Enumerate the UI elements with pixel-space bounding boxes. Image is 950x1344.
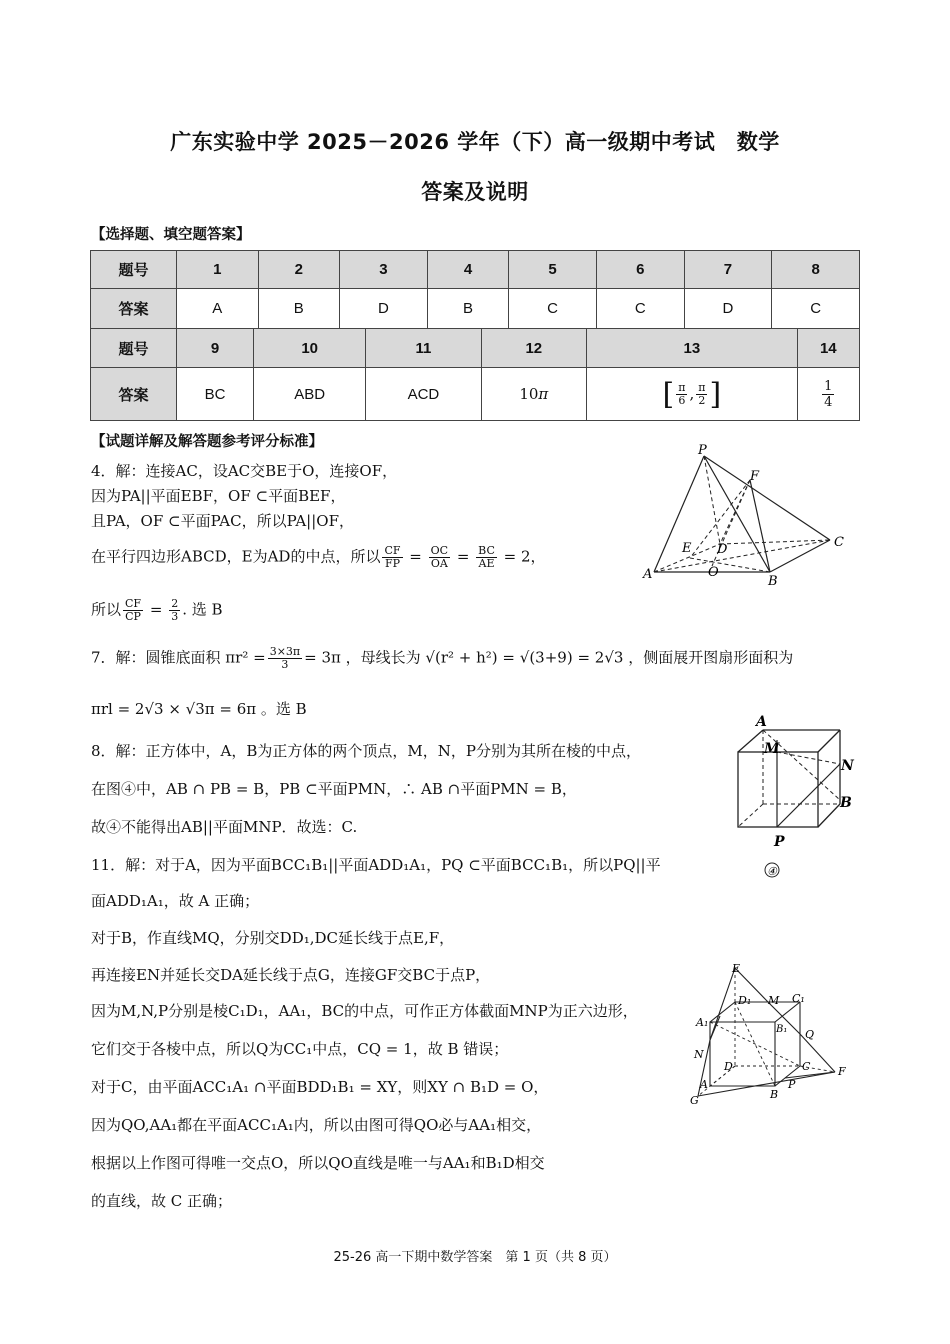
question-number: 2 bbox=[258, 251, 340, 289]
question-number: 11 bbox=[366, 329, 481, 368]
question-number: 5 bbox=[509, 251, 597, 289]
q8-line-3: 故④不能得出AB||平面MNP．故选：C. bbox=[91, 818, 358, 836]
label-D: D bbox=[724, 1060, 733, 1073]
label-E: E bbox=[682, 541, 692, 556]
question-number: 13 bbox=[587, 329, 797, 368]
q11-line-10: 的直线，故 C 正确； bbox=[91, 1192, 233, 1210]
q4-line-5: 所以 $\frac{CF}{CP}$ = $\frac{2}{3}$ . 选 B bbox=[91, 597, 223, 623]
q11-line-3: 对于B，作直线MQ，分别交DD₁,DC延长线于点E,F， bbox=[91, 929, 455, 947]
label-N: N bbox=[841, 758, 854, 774]
row-label: 题号 bbox=[91, 251, 177, 289]
row-label: 答案 bbox=[91, 368, 177, 421]
frac-num: π bbox=[698, 380, 706, 394]
question-number: 7 bbox=[684, 251, 772, 289]
answer-cell: C bbox=[772, 289, 860, 329]
label-D1: D₁ bbox=[738, 994, 752, 1007]
table-row bbox=[91, 329, 860, 368]
figure-pyramid bbox=[640, 440, 855, 590]
answer-cell: C bbox=[509, 289, 597, 329]
table-row bbox=[91, 368, 860, 421]
table-row bbox=[91, 251, 860, 289]
page-footer: 25-26 高一下期中数学答案 第 1 页（共 8 页） bbox=[333, 1250, 617, 1265]
frac-num: π bbox=[678, 380, 686, 394]
answer-cell: A bbox=[177, 289, 259, 329]
label-Q: Q bbox=[805, 1028, 815, 1041]
frac-num: 1 bbox=[824, 378, 833, 394]
row-label: 题号 bbox=[91, 329, 177, 368]
label-M: M bbox=[768, 994, 780, 1007]
q11-line-6: 它们交于各棱中点，所以Q为CC₁中点，CQ = 1，故 B 错误； bbox=[91, 1040, 509, 1058]
answer-cell bbox=[797, 368, 859, 421]
label-G: G bbox=[690, 1094, 699, 1107]
answer-cell: B bbox=[427, 289, 509, 329]
q11-line-9: 根据以上作图可得唯一交点O，所以QO直线是唯一与AA₁和B₁D相交 bbox=[91, 1154, 545, 1172]
label-C: C bbox=[834, 535, 844, 550]
q8-line-2: 在图④中，AB ∩ PB = B，PB ⊂平面PMN，∴ AB ∩平面PMN = B， bbox=[91, 780, 577, 798]
label-B1: B₁ bbox=[776, 1024, 788, 1035]
answer-cell: D bbox=[340, 289, 428, 329]
answer-cell: D bbox=[684, 289, 772, 329]
q4-line-1: 4．解：连接AC，设AC交BE于O，连接OF， bbox=[91, 462, 398, 480]
q7-line-1: 7．解：圆锥底面积 πr² = $\frac{3\times 3\pi}{3}$ = 3π ，母线长为 √(r² + h²) = √(3+9) = 2√3 ，侧面展开图扇形面积为 bbox=[91, 645, 794, 671]
answer-12-coef: 10 bbox=[519, 385, 539, 403]
label-A: A bbox=[700, 1078, 708, 1091]
q11-line-5: 因为M,N,P分别是棱C₁D₁，AA₁，BC的中点，可作正方体截面MNP为正六边形， bbox=[91, 1002, 638, 1020]
q4-line-2: 因为PA||平面EBF，OF ⊂平面BEF， bbox=[91, 487, 346, 505]
question-number: 12 bbox=[481, 329, 587, 368]
q11-line-4: 再连接EN并延长交DA延长线于点G，连接GF交BC于点P， bbox=[91, 966, 491, 984]
row-label: 答案 bbox=[91, 289, 177, 329]
answer-cell: ACD bbox=[366, 368, 481, 421]
answer-table-1 bbox=[90, 250, 860, 329]
label-A: A bbox=[643, 567, 653, 582]
question-number: 8 bbox=[772, 251, 860, 289]
answer-cell: [ $\frac{\pi}{6}$ , $\frac{\pi}{2}$ ] bbox=[587, 368, 797, 421]
label-B: B bbox=[768, 574, 778, 589]
frac-den: 4 bbox=[824, 394, 833, 410]
answer-cell: B bbox=[258, 289, 340, 329]
figure-label: ④ bbox=[767, 865, 777, 878]
q11-line-8: 因为QO,AA₁都在平面ACC₁A₁内，所以由图可得QO必与AA₁相交， bbox=[91, 1116, 542, 1134]
section-heading-answers: 【选择题、填空题答案】 bbox=[91, 227, 251, 243]
label-F: F bbox=[838, 1065, 846, 1078]
question-number: 4 bbox=[427, 251, 509, 289]
answer-cell: BC bbox=[177, 368, 254, 421]
answer-table-2 bbox=[90, 328, 860, 421]
q11-line-1: 11．解：对于A，因为平面BCC₁B₁||平面ADD₁A₁，PQ ⊂平面BCC₁B₁，所以PQ||平 bbox=[91, 856, 661, 874]
label-P: P bbox=[788, 1078, 796, 1091]
frac-den: 2 bbox=[698, 393, 706, 407]
question-number: 14 bbox=[797, 329, 859, 368]
q8-line-1: 8．解：正方体中，A，B为正方体的两个顶点，M，N，P分别为其所在棱的中点， bbox=[91, 742, 641, 760]
label-A: A bbox=[756, 714, 767, 730]
figure-cube-4 bbox=[730, 712, 860, 882]
q11-line-2: 面ADD₁A₁，故 A 正确； bbox=[91, 892, 260, 910]
answer-cell: C bbox=[596, 289, 684, 329]
label-D: D bbox=[717, 542, 728, 557]
label-P: P bbox=[698, 443, 707, 458]
answer-cell: ABD bbox=[254, 368, 366, 421]
q4-line-4: 在平行四边形ABCD，E为AD的中点，所以 $\frac{CF}{FP}$ = $\frac{OC}{OA}$ = $\frac{BC}{AE}$ = 2， bbox=[91, 544, 546, 570]
figure-cube-section bbox=[690, 960, 855, 1110]
question-number: 9 bbox=[177, 329, 254, 368]
label-F: F bbox=[750, 469, 760, 484]
answer-cell bbox=[481, 368, 587, 421]
q4-line-3: 且PA，OF ⊂平面PAC，所以PA||OF， bbox=[91, 512, 354, 530]
page-title: 广东实验中学 2025－2026 学年（下）高一级期中考试 数学 bbox=[170, 130, 780, 154]
label-N: N bbox=[694, 1048, 704, 1061]
section-heading-details: 【试题详解及解答题参考评分标准】 bbox=[91, 434, 323, 450]
frac-den: 6 bbox=[678, 393, 686, 407]
label-A1: A₁ bbox=[696, 1016, 709, 1029]
label-C1: C₁ bbox=[792, 992, 805, 1005]
page-subtitle: 答案及说明 bbox=[421, 180, 529, 204]
answer-12-pi: π bbox=[538, 385, 549, 403]
q7-line-2: πrl = 2√3 × √3π = 6π 。选 B bbox=[91, 700, 307, 718]
q11-line-7: 对于C，由平面ACC₁A₁ ∩平面BDD₁B₁ = XY，则XY ∩ B₁D = O， bbox=[91, 1078, 549, 1096]
question-number: 6 bbox=[596, 251, 684, 289]
label-C: C bbox=[802, 1060, 811, 1073]
label-M: M bbox=[764, 741, 780, 757]
label-P: P bbox=[774, 834, 785, 850]
label-B: B bbox=[840, 795, 852, 811]
label-E: E bbox=[732, 962, 741, 975]
question-number: 3 bbox=[340, 251, 428, 289]
question-number: 1 bbox=[177, 251, 259, 289]
table-row bbox=[91, 289, 860, 329]
label-B: B bbox=[770, 1088, 779, 1101]
label-O: O bbox=[708, 565, 719, 580]
question-number: 10 bbox=[254, 329, 366, 368]
